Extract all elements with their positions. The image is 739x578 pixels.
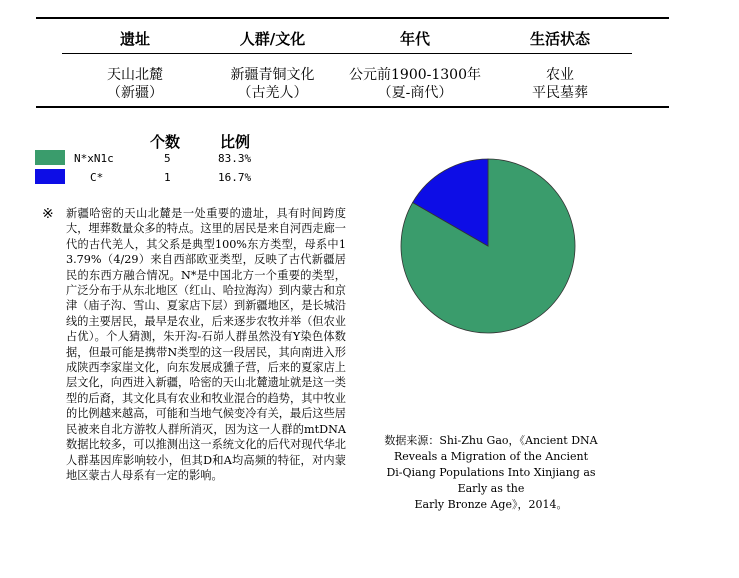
cell-culture-line1: 新疆青铜文化	[230, 67, 315, 83]
cell-period-line1: 公元前1900-1300年	[349, 67, 481, 83]
cell-lifestyle-line2: 平民墓葬	[532, 85, 588, 101]
legend-count-c: 1	[164, 171, 171, 184]
legend-ratio-c: 16.7%	[218, 171, 252, 184]
legend-label-c: C*	[90, 171, 104, 184]
table-header-rule	[62, 53, 632, 54]
legend-ratio-nxn1c: 83.3%	[218, 152, 252, 165]
header-period: 年代	[399, 30, 430, 48]
data-source	[350, 433, 632, 513]
note-paragraph: 新疆哈密的天山北麓是一处重要的遗址，具有时间跨度大，埋葬数量众多的特点。这里的居民是来自河西走廊一代的古代羌人，其父系是典型100%东方类型，母系中13.79%（4/29）来自西部欧亚类型，反映了古代新疆居民的东西方融合情况。N*是中国北方一个重要的类型，广泛分布于从东北地区（红山、哈拉海沟）到内蒙古和京津（庙子沟、雪山、夏家店下层）到新疆地区，是长城沿线的主要居民，最早是农业，后来逐步农牧并举（但农业占优）。个人猜测，朱开沟-石峁人群虽然没有Y染色体数据，但最可能是携带N类型的这一段居民，其向南进入形成陕西李家崖文化，向东发展成獯子营，后来的夏家店上层文化，向西进入新疆，哈密的天山北麓遗址就是这一类型的后裔，其文化具有农业和牧业混合的趋势，其中牧业的比例越来越高，可能和当地气候变冷有关，最后这些居民被来自北方游牧人群所消灭，因为这一人群的mtDNA数据比较多，可以推测出这一系统文化的后代对现代华北人群基因库影响较小，但其D和A均高频的特征，对内蒙地区蒙古人母系有一定的影响。	[66, 207, 346, 482]
header-culture: 人群/文化	[239, 30, 306, 48]
cell-site	[90, 66, 180, 102]
header-site: 遗址	[119, 30, 150, 48]
cell-period-line2: （夏-商代）	[377, 85, 453, 101]
cell-lifestyle-line1: 农业	[546, 67, 574, 83]
cell-culture-line2: （古羌人）	[237, 85, 308, 101]
legend-label-nxn1c: N*xN1c	[74, 152, 114, 165]
source-line: Early Bronze Age》，2014。	[414, 498, 568, 511]
legend-swatch-nxn1c	[35, 150, 65, 165]
source-line: Early as the	[457, 482, 525, 495]
legend-count-header: 个数	[150, 133, 181, 151]
cell-site-line2: （新疆）	[107, 85, 163, 101]
cell-site-line1: 天山北麓	[107, 67, 163, 83]
cell-period	[340, 66, 490, 102]
legend-swatch-c	[35, 169, 65, 184]
source-line: 数据来源：Shi-Zhu Gao，《Ancient DNA	[384, 434, 598, 447]
cell-lifestyle	[505, 66, 615, 102]
reference-mark-icon: ※	[42, 206, 54, 222]
header-lifestyle: 生活状态	[529, 30, 590, 48]
cell-culture	[210, 66, 335, 102]
source-line: Reveals a Migration of the Ancient	[394, 450, 588, 463]
table-top-rule	[36, 17, 669, 19]
table-bottom-rule	[36, 106, 669, 108]
pie-chart	[370, 144, 580, 334]
legend-ratio-header: 比例	[220, 133, 251, 151]
source-line: Di-Qiang Populations Into Xinjiang as	[386, 466, 596, 479]
legend-count-nxn1c: 5	[164, 152, 171, 165]
